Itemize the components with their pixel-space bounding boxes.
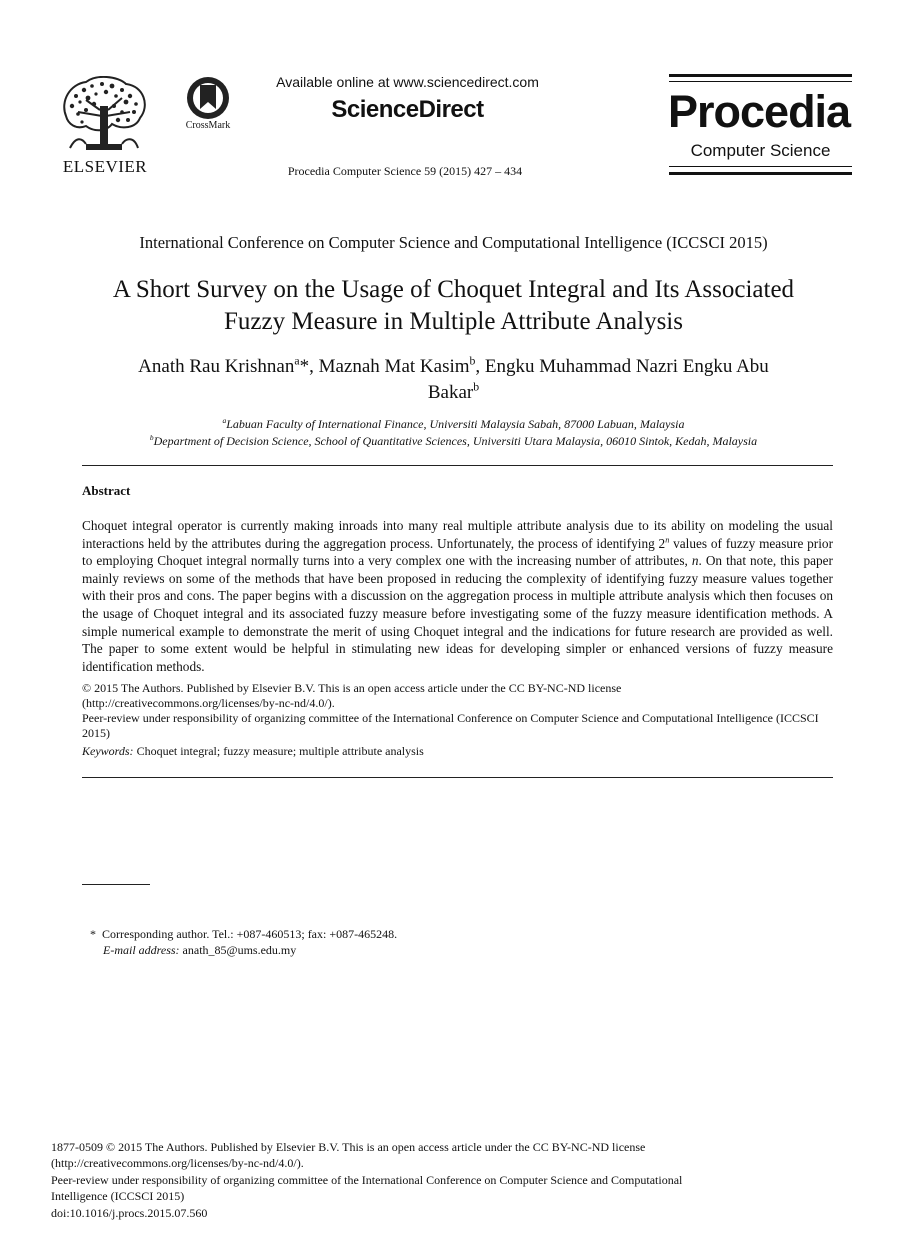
- footnote-corresponding: [90, 926, 790, 942]
- abstract-body: [82, 517, 833, 675]
- procedia-rule-bottom: [669, 166, 852, 167]
- affil-sup: b: [149, 433, 154, 442]
- footer-issn-line: 1877-0509 © 2015 The Authors. Published by Elsevier B.V. This is an open access article under the CC BY-NC-ND license: [51, 1140, 646, 1154]
- footer-doi[interactable]: doi:10.1016/j.procs.2015.07.560: [51, 1205, 208, 1220]
- footer-license-link[interactable]: (http://creativecommons.org/licenses/by-nc-nd/4.0/).: [51, 1156, 304, 1171]
- author-name: Engku Muhammad Nazri Engku Abu: [484, 356, 769, 377]
- abstract-text: values of fuzzy measure prior to employing Choquet integral normally turns into a very complex one with the increasing number of attributes,: [82, 535, 834, 569]
- author-list: [60, 354, 847, 406]
- author-affil-sup: b: [473, 380, 480, 394]
- paper-title-line1: A Short Survey on the Usage of Choquet Integral and Its Associated: [112, 276, 795, 303]
- affiliations: [40, 416, 867, 450]
- corresponding-star: *: [299, 356, 310, 377]
- crossmark-label: CrossMark: [185, 120, 231, 131]
- author-name: Maznah Mat Kasim: [318, 356, 470, 377]
- affiliation-text: Labuan Faculty of International Finance, Universiti Malaysia Sabah, 87000 Labuan, Malaysia: [226, 417, 685, 431]
- procedia-rule-top2: [669, 81, 852, 82]
- affiliation-a: [40, 416, 867, 433]
- page-footer: [51, 1139, 861, 1221]
- footnote-rule: [82, 884, 150, 885]
- math-two: 2: [658, 535, 666, 551]
- email-address[interactable]: anath_85@ums.edu.my: [179, 943, 297, 957]
- rule-above-abstract: [82, 465, 833, 466]
- copyright-block: [82, 681, 833, 759]
- procedia-rule-bottom2: [669, 172, 852, 175]
- keywords-text: Choquet integral; fuzzy measure; multiple attribute analysis: [133, 744, 424, 758]
- keywords-label: Keywords:: [82, 744, 134, 758]
- elsevier-tree-logo: [56, 76, 152, 158]
- footer-peer-review-cont: Intelligence (ICCSCI 2015): [51, 1189, 185, 1204]
- math-var-n: n: [691, 553, 699, 569]
- affil-sup: a: [222, 416, 227, 425]
- elsevier-wordmark: ELSEVIER: [62, 157, 148, 176]
- abstract-heading: Abstract: [82, 483, 131, 498]
- author-affil-sup: b: [469, 354, 476, 368]
- author-name: Anath Rau Krishnan: [138, 356, 295, 377]
- abstract-text: Choquet integral operator is currently making inroads into many real multiple attribute analysis due to its ability on modeling the usual interactions held by the attributes during the aggregation process. Unfortunately, the process of identifying: [82, 518, 833, 551]
- footnote-star: *: [90, 927, 96, 941]
- procedia-title: Procedia: [668, 86, 851, 137]
- paper-title: [40, 274, 867, 338]
- crossmark-icon[interactable]: [185, 75, 231, 121]
- math-exponent: n: [665, 535, 670, 545]
- procedia-subtitle: Computer Science: [690, 141, 831, 160]
- affiliation-text: Department of Decision Science, School of Quantitative Sciences, Universiti Utara Malaysia, 06010 Sintok, Kedah, Malaysia: [153, 434, 758, 448]
- license-link[interactable]: (http://creativecommons.org/licenses/by-nc-nd/4.0/).: [82, 696, 335, 710]
- corresponding-text: Corresponding author. Tel.: +087-460513; fax: +087-465248.: [102, 927, 398, 941]
- footnote: [90, 926, 790, 958]
- author-line2: [60, 380, 847, 406]
- paper-title-line2: Fuzzy Measure in Multiple Attribute Analysis: [224, 308, 683, 335]
- rule-below-abstract: [82, 777, 833, 778]
- sciencedirect-wordmark: ScienceDirect: [331, 96, 484, 123]
- copyright-line: © 2015 The Authors. Published by Elsevier B.V. This is an open access article under the CC BY-NC-ND license: [82, 681, 622, 695]
- procedia-rule-top: [669, 74, 852, 77]
- abstract-text: . On that note, this paper mainly reviews on some of the methods that have been proposed in reducing the complexity of identifying fuzzy measure values together with their pros and cons. The paper begins with a discussion on the aggregation process in multiple attribute analysis which then focuses on the usage of Choquet integral and its associated fuzzy measure before investigating some of the fuzzy measure identification methods. A simple numerical example to demonstrate the merit of using Choquet integral and the indications for future research are provided as well. The paper to some extent would be helpful in stimulating new ideas for developing simpler or enhanced versions of fuzzy measure identification methods.: [82, 553, 833, 674]
- author-name: Bakar: [427, 382, 474, 403]
- author-line1: Anath Rau Krishnan$^a$*, Maznah Mat Kasim$^b$, Engku Muhammad Nazri Engku Abu: [138, 354, 769, 377]
- available-online: Available online at www.sciencedirect.com: [276, 74, 539, 90]
- keywords-line: [82, 744, 833, 759]
- footnote-email: [90, 942, 790, 958]
- peer-review-line: Peer-review under responsibility of organizing committee of the International Conference on Computer Science and Computational Intelligence (ICCSCI 2015): [82, 711, 819, 740]
- email-label: E-mail address:: [103, 943, 180, 957]
- conference-name: International Conference on Computer Science and Computational Intelligence (ICCSCI 2015): [139, 233, 768, 252]
- journal-citation: Procedia Computer Science 59 (2015) 427 – 434: [287, 164, 523, 178]
- footer-peer-review: Peer-review under responsibility of organizing committee of the International Conference on Computer Science and Computational: [51, 1172, 683, 1187]
- affiliation-b: [40, 433, 867, 450]
- author-affil-sup: a: [294, 354, 300, 368]
